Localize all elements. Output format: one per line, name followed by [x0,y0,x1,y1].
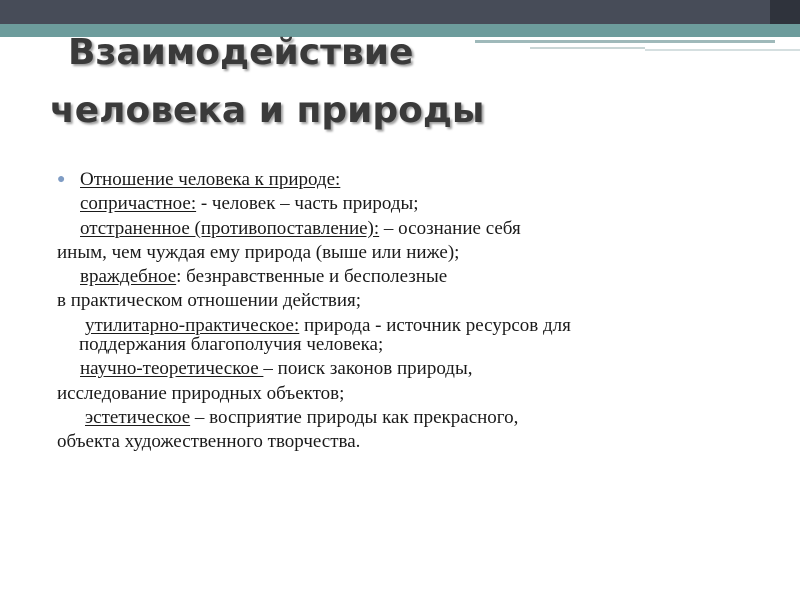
bullet-item [57,168,727,192]
list-item [57,192,727,216]
list-item [57,406,727,430]
definition-continuation: в практическом отношении действия; [57,290,362,312]
term: враждебное [80,266,177,288]
term: сопричастное: [80,193,197,215]
term: утилитарно-практическое: [85,314,300,336]
top-decor-bar [0,0,800,24]
slide-body [57,168,727,455]
decor-line [645,49,800,51]
bullet-heading: Отношение человека к природе: [80,169,341,190]
term: эстетическое [85,406,191,428]
slide-title-line: Взаимодействие [68,32,414,73]
decor-line [530,47,645,49]
definition-continuation: поддержания благополучия человека; [79,334,384,356]
definition: – осознание себя [379,217,521,239]
list-item [57,217,727,241]
decor-line [475,40,775,43]
definition: – поиск законов природы, [263,358,473,380]
list-item [57,357,727,381]
term: научно-теоретическое [80,358,264,380]
definition: - человек – часть природы; [196,193,419,215]
bullet-dot-icon: ● [57,172,66,187]
definition: – восприятие природы как прекрасного, [190,406,519,428]
definition-continuation: иным, чем чуждая ему природа (выше или ниже); [57,241,460,263]
slide-title-line: человека и природы [50,90,485,131]
term: отстраненное (противопоставление): [80,217,380,239]
definition: природа - источник ресурсов для [299,314,571,336]
list-item [57,265,727,289]
definition-continuation: исследование природных объектов; [57,382,345,404]
definition-continuation: объекта художественного творчества. [57,431,361,453]
definition: : безнравственные и бесполезные [176,266,448,288]
top-decor-corner [770,0,800,24]
